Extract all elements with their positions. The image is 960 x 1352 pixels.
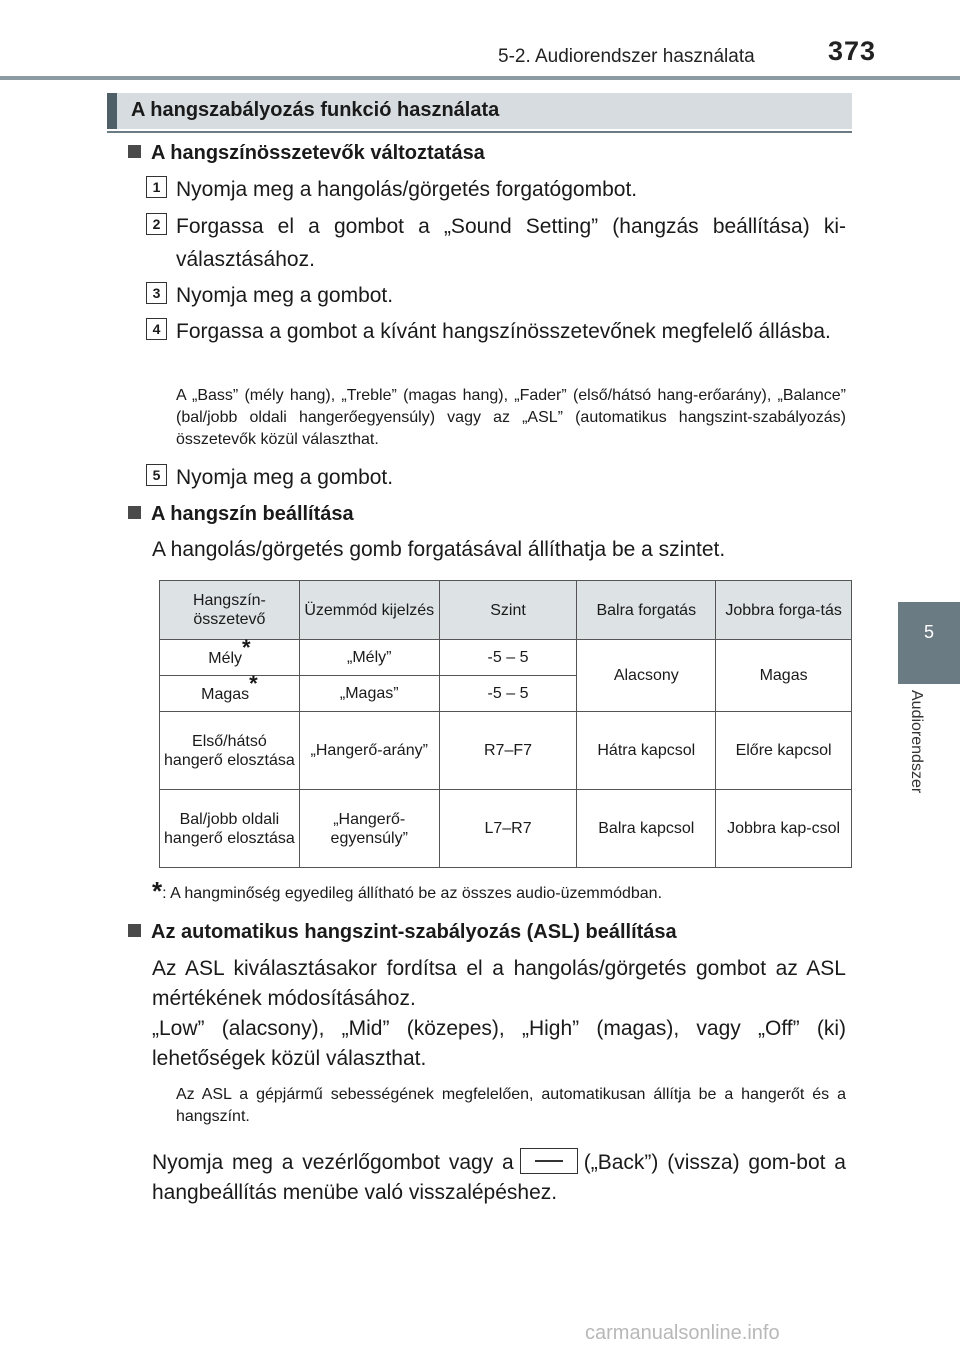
asl-paragraph-2: „Low” (alacsony), „Mid” (közepes), „High” (magas), vagy „Off” (ki) lehetőségek közül választhat. — [152, 1017, 846, 1070]
table-header-cell: Szint — [439, 581, 577, 640]
chapter-tab — [898, 602, 960, 684]
step-number-5: 5 — [146, 464, 167, 486]
bullet-square-icon — [128, 506, 141, 519]
table-cell: R7–F7 — [439, 712, 577, 790]
bullet-square-icon — [128, 145, 141, 158]
footnote-star: * — [249, 670, 258, 696]
table-cell: „Mély” — [299, 640, 439, 676]
sound-settings-table — [159, 580, 852, 868]
step-text-2: Forgassa el a gombot a „Sound Setting” (hangzás beállítása) ki-választásához. — [176, 215, 846, 271]
table-cell — [160, 634, 300, 676]
section-heading — [107, 93, 852, 129]
step-number-3: 3 — [146, 282, 167, 304]
bullet-square-icon — [128, 924, 141, 937]
cell-text: Mély — [208, 649, 243, 667]
back-text-after: („Back”) (vissza) gom-bot a hangbeállítás menübe való visszalépéshez. — [152, 1151, 846, 1204]
step-number-1: 1 — [146, 176, 167, 198]
back-button-icon — [520, 1148, 578, 1174]
footnote-star: * — [242, 634, 251, 660]
table-cell-merged: Alacsony — [577, 640, 716, 712]
subheading-tone-setting — [128, 503, 354, 526]
cell-text: Magas — [201, 685, 250, 703]
table-cell: „Hangerő-egyensúly” — [299, 790, 439, 868]
table-header-row — [160, 581, 852, 640]
table-header-cell: Üzemmód kijelzés — [299, 581, 439, 640]
table-cell: Hátra kapcsol — [577, 712, 716, 790]
table-cell — [160, 670, 300, 712]
table-row — [160, 790, 852, 868]
chapter-tab-number: 5 — [923, 622, 934, 642]
step-number-2: 2 — [146, 213, 167, 235]
asl-note: Az ASL a gépjármű sebességének megfelelően, automatikusan állítja be a hangerőt és a hangszínt. — [176, 1086, 846, 1125]
page-number: 373 — [828, 36, 877, 66]
table-cell: -5 – 5 — [439, 676, 577, 712]
subheading-text: Az automatikus hangszint-szabályozás (ASL) beállítása — [151, 921, 677, 943]
subheading-text: A hangszín beállítása — [151, 503, 354, 525]
table-footnote — [152, 876, 662, 907]
table-cell: Balra kapcsol — [577, 790, 716, 868]
watermark: carmanualsonline.info — [585, 1322, 780, 1344]
tone-setting-text: A hangolás/görgetés gomb forgatásával állíthatja be a szintet. — [152, 538, 726, 561]
header-section-title: 5-2. Audiorendszer használata — [498, 46, 755, 67]
table-cell: Jobbra kap-csol — [716, 790, 852, 868]
section-rule — [107, 131, 852, 133]
table-header-cell: Jobbra forga-tás — [716, 581, 852, 640]
step-text-3: Nyomja meg a gombot. — [176, 284, 394, 307]
step-text-5: Nyomja meg a gombot. — [176, 466, 394, 489]
step-4-note: A „Bass” (mély hang), „Treble” (magas hang), „Fader” (első/hátsó hang-erőarány), „Balance” (bal/jobb oldali hangerőegyensúly) vagy az „ASL” (automatikus hangszint-szabályozás) összetevők közül választhat. — [176, 387, 846, 448]
back-instruction — [152, 1148, 846, 1208]
table-cell: „Magas” — [299, 676, 439, 712]
table-row — [160, 712, 852, 790]
table-header-cell: Hangszín-összetevő — [160, 581, 300, 640]
table-cell: Első/hátsó hangerő elosztása — [160, 712, 300, 790]
table-row — [160, 640, 852, 676]
step-number-4: 4 — [146, 318, 167, 340]
subheading-sound-components — [128, 142, 485, 165]
table-cell: Előre kapcsol — [716, 712, 852, 790]
footnote-mark: * — [152, 876, 163, 906]
chapter-tab-label-text: Audiorendszer — [908, 690, 925, 794]
table-cell: -5 – 5 — [439, 640, 577, 676]
table-cell-merged: Magas — [716, 640, 852, 712]
step-text-4: Forgassa a gombot a kívánt hangszínösszetevőnek megfelelő állásba. — [176, 320, 831, 343]
subheading-text: A hangszínösszetevők változtatása — [151, 142, 485, 164]
header-rule — [0, 76, 960, 80]
table-header-cell: Balra forgatás — [577, 581, 716, 640]
subheading-asl — [128, 921, 677, 944]
section-heading-text: A hangszabályozás funkció használata — [131, 99, 500, 121]
footnote-text: : A hangminőség egyedileg állítható be az összes audio-üzemmódban. — [162, 885, 663, 902]
back-text-before: Nyomja meg a vezérlőgombot vagy a — [152, 1151, 514, 1174]
step-text-1: Nyomja meg a hangolás/görgetés forgatógombot. — [176, 178, 638, 201]
table-cell: „Hangerő-arány” — [299, 712, 439, 790]
table-cell: L7–R7 — [439, 790, 577, 868]
table-cell: Bal/jobb oldali hangerő elosztása — [160, 790, 300, 868]
asl-paragraph-1: Az ASL kiválasztásakor fordítsa el a hangolás/görgetés gombot az ASL mértékének módosításához. — [152, 957, 846, 1010]
chapter-tab-label — [899, 690, 929, 840]
